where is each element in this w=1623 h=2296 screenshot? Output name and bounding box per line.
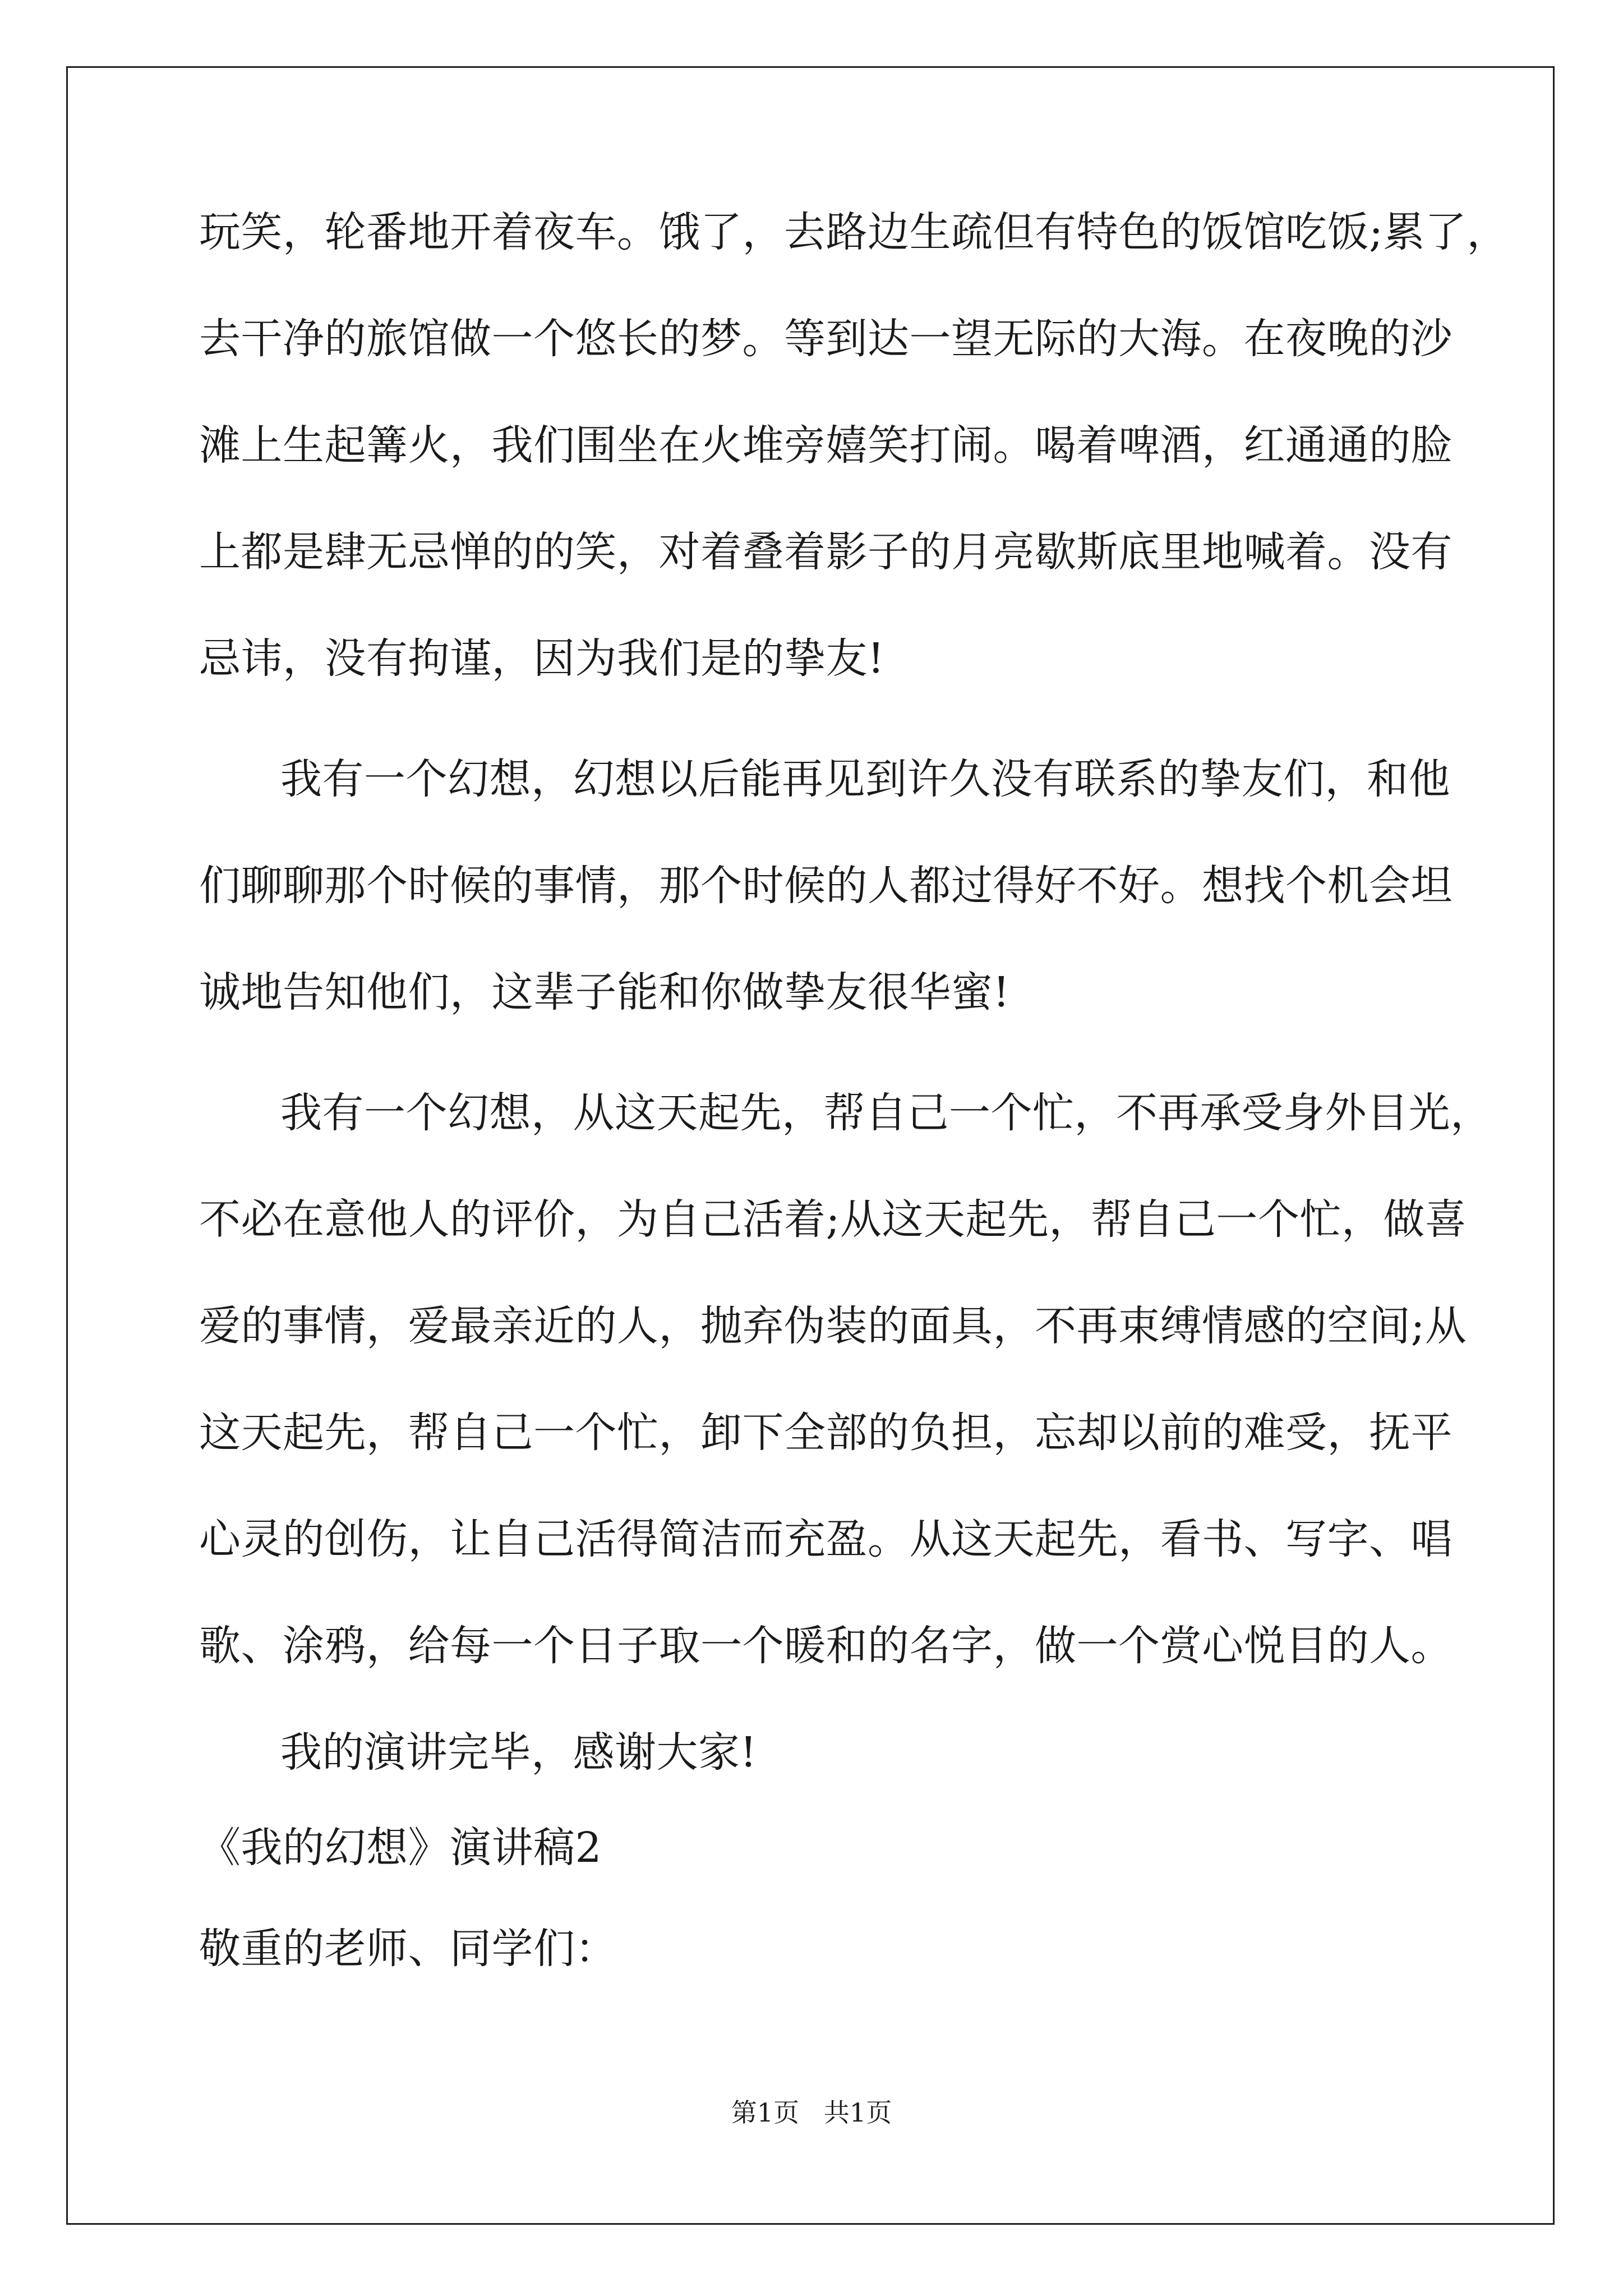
text-line-13: 心灵的创伤，让自己活得简洁而充盈。从这天起先，看书、写字、唱 (199, 1515, 1453, 1563)
text-line-5: 忌讳，没有拘谨，因为我们是的挚友! (199, 634, 885, 683)
page-border (66, 66, 1555, 2225)
text-line-14: 歌、涂鸦，给每一个日子取一个暖和的名字，做一个赏心悦目的人。 (199, 1622, 1453, 1670)
text-line-2: 去干净的旅馆做一个悠长的梦。等到达一望无际的大海。在夜晚的沙 (199, 315, 1453, 363)
text-line-8: 诚地告知他们，这辈子能和你做挚友很华蜜! (199, 968, 1010, 1016)
text-line-10: 不必在意他人的评价，为自己活着;从这天起先，帮自己一个忙，做喜 (199, 1195, 1467, 1244)
page-footer: 第1页 共1页 (731, 2097, 892, 2128)
paragraph-indent-line-6: 我有一个幻想，幻想以后能再见到许久没有联系的挚友们，和他 (280, 755, 1450, 803)
text-line-1: 玩笑，轮番地开着夜车。饿了，去路边生疏但有特色的饭馆吃饭;累了， (199, 208, 1509, 256)
section-heading: 《我的幻想》演讲稿2 (199, 1824, 602, 1872)
paragraph-indent-line-9: 我有一个幻想，从这天起先，帮自己一个忙，不再承受身外目光， (280, 1089, 1492, 1137)
text-line-3: 滩上生起篝火，我们围坐在火堆旁嬉笑打闹。喝着啤酒，红通通的脸 (199, 421, 1453, 470)
closing-line: 我的演讲完毕，感谢大家! (280, 1728, 757, 1777)
text-line-4: 上都是肆无忌惮的的笑，对着叠着影子的月亮歇斯底里地喊着。没有 (199, 528, 1453, 576)
text-line-11: 爱的事情，爱最亲近的人，抛弃伪装的面具，不再束缚情感的空间;从 (199, 1302, 1467, 1350)
salutation: 敬重的老师、同学们： (199, 1925, 617, 1973)
text-line-12: 这天起先，帮自己一个忙，卸下全部的负担，忘却以前的难受，抚平 (199, 1409, 1453, 1457)
text-line-7: 们聊聊那个时候的事情，那个时候的人都过得好不好。想找个机会坦 (199, 862, 1453, 910)
